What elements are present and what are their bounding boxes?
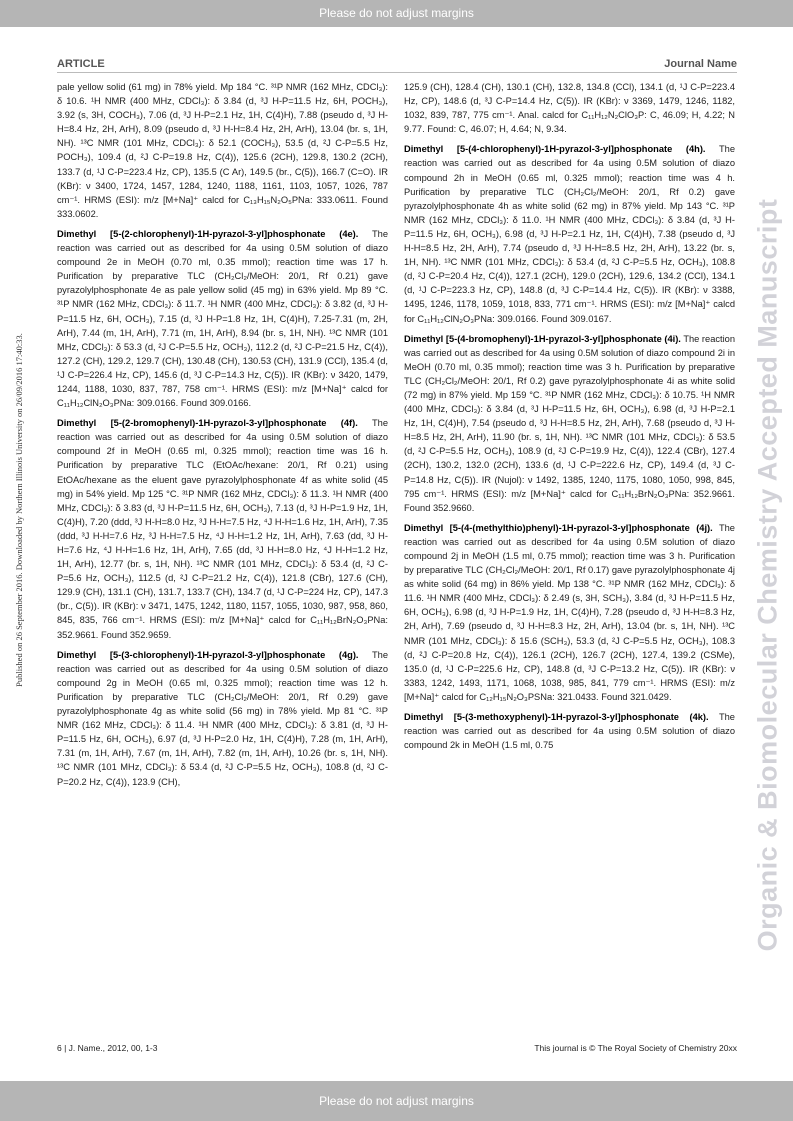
watermark-text: Organic & Biomolecular Chemistry Accepted Manuscript	[752, 198, 783, 952]
compound-heading: Dimethyl [5-(2-chlorophenyl)-1H-pyrazol-3-yl]phosphonate (4e).	[57, 228, 359, 239]
paragraph-text: 125.9 (CH), 128.4 (CH), 130.1 (CH), 132.8, 134.8 (CCl), 134.1 (d, ¹J C-P=223.4 Hz, CP), 148.6 (d, ³J C-P=14.4 Hz, C(5)). IR (KBr): ν 3369, 1479, 1246, 1182, 1032, 839, 787, 775 cm⁻¹. Anal. calcd for C₁₁H₁₂N₂ClO₃P: C, 46.09; H, 4.22; N 9.77. Found: C, 46.07; H, 4.64; N, 9.34.	[404, 82, 735, 135]
compound-heading: Dimethyl [5-(2-bromophenyl)-1H-pyrazol-3-yl]phosphonate (4f).	[57, 418, 358, 429]
paragraph	[404, 332, 735, 515]
paragraph-text: The reaction was carried out as described for 4a using 0.5M solution of diazo compound 2g in MeOH (0.65 ml, 0.325 mmol); reaction time was 12 h. Purification by preparative TLC (CH₂Cl₂/MeOH: 20/1, Rf 0.29) gave pyrazolylphosphonate 4g as white solid (56 mg) in 78% yield. Mp 81 °C. ³¹P NMR (162 MHz, CDCl₃): δ 11.4. ¹H NMR (400 MHz, CDCl₃): δ 3.81 (d, ³J H-P=11.5 Hz, 6H, OCH₃), 6.97 (d, ³J H-P=2.0 Hz, 1H, C(4)H), 7.28 (m, 1H, ArH), 7.31 (m, 1H, ArH), 7.67 (m, 1H, ArH), 7.82 (m, 1H, ArH), 10.26 (br. s, 1H, NH). ¹³C NMR (101 MHz, CDCl₃): δ 53.4 (d, ²J C-P=5.5 Hz, OCH₃), 108.8 (d, ²J C-P=20.2 Hz, C(4)), 123.9 (CH),	[57, 649, 388, 787]
accepted-manuscript-watermark	[750, 170, 786, 980]
compound-heading: Dimethyl [5-(3-methoxyphenyl)-1H-pyrazol-3-yl]phosphonate (4k).	[404, 712, 709, 723]
paragraph-text: The reaction was carried out as described for 4a using 0.5M solution of diazo compound 2f in MeOH (0.65 ml, 0.325 mmol); reaction time was 16 h. Purification by preparative TLC (EtOAc/hexane: 20/1, Rf 0.21) using EtOAc/hexane as the eluent gave pyrazolylphosphonate 4f as white solid (45 mg) in 54% yield. Mp 125 °C. ³¹P NMR (162 MHz, CDCl₃): δ 11.3. ¹H NMR (400 MHz, CDCl₃): δ 3.83 (d, ³J H-P=11.5 Hz, 6H, OCH₃), 7.13 (d, ³J H-P=1.9 Hz, 1H, C(4)H), 7.20 (ddd, ³J H-H=8.0 Hz, ³J H-H=7.5 Hz, ⁴J H-H=1.6 Hz, 1H, ArH), 7.35 (ddd, ³J H-H=7.6 Hz, ³J H-H=7.5 Hz, ⁴J H-H=1.2 Hz, 1H, ArH), 7.63 (dd, ³J H-H=7.6 Hz, ⁴J H-H=1.6 Hz, 1H, ArH), 7.65 (dd, ³J H-H=8.0 Hz, ⁴J H-H=1.2 Hz, 1H, ArH), 12.77 (br. s, 1H, NH). ¹³C NMR (101 MHz, CDCl₃): δ 53.4 (d, ²J C-P=5.6 Hz, OCH₃), 112.5 (d, ²J C-P=21.2 Hz, C(4)), 121.8 (CBr), 127.6 (CH), 129.9 (CH), 131.1 (CH), 131.7, 133.7 (CH), 134.7 (d, ¹J C-P=224 Hz, CP), 147.3 (br., C(5)). IR (KBr): ν 3471, 1475, 1242, 1180, 1157, 1055, 1030, 987, 958, 860, 845, 835, 766 cm⁻¹. HRMS (ESI): m/z [M+Na]⁺ calcd for C₁₁H₁₂BrN₂O₃PNa: 352.9661. Found 352.9659.	[57, 418, 388, 640]
article-label: ARTICLE	[57, 58, 105, 70]
paragraph-text: The reaction was carried out as described for 4a using 0.5M solution of diazo compound 2i in MeOH (0.70 ml, 0.35 mmol); reaction time was 3 h. Purification by preparative TLC (CH₂Cl₂/MeOH: 20/1, Rf 0.2) gave pyrazolylphosphonate 4i as white solid (72 mg) in 87% yield. Mp 159 °C. ³¹P NMR (162 MHz, CDCl₃): δ 10.75. ¹H NMR (400 MHz, CDCl₃): δ 3.84 (d, ³J H-P=11.5 Hz, 6H, OCH₃), 6.98 (d, ³J H-P=2.1 Hz, 1H, C(4)H), 7.54 (pseudo d, ³J H-H=8.5 Hz, 2H, ArH), 7.68 (pseudo d, ³J H-H=8.5 Hz, 2H, ArH), 11.90 (br. s, 1H, NH). ¹³C NMR (101 MHz, CDCl₃): δ 53.5 (d, ²J C-P=5.5 Hz, OCH₃), 108.9 (d, ²J C-P=19.9 Hz, C(4)), 122.4 (CBr), 127.4 (2CH), 130.2, 132.0 (2CH), 133.6 (d, ¹J C-P=222.6 Hz, CP), 149.4 (d, ³J C-P=14.8 Hz, C(5)). IR (Nujol): ν 1492, 1385, 1240, 1175, 1080, 1050, 998, 845, 795 cm⁻¹. HRMS (ESI): m/z [M+Na]⁺ calcd for C₁₁H₁₂BrN₂O₃PNa: 352.9661. Found 352.9660.	[404, 333, 735, 513]
paragraph-text: pale yellow solid (61 mg) in 78% yield. Mp 184 °C. ³¹P NMR (162 MHz, CDCl₃): δ 10.6. ¹H NMR (400 MHz, CDCl₃): δ 3.84 (d, ³J H-P=11.5 Hz, 6H, POCH₃), 3.92 (s, 3H, COCH₃), 7.06 (d, ³J H-P=2.1 Hz, 1H, C(4)H), 7.88 (pseudo d, ³J H-H=8.4 Hz, 2H, ArH), 8.09 (pseudo d, ³J H-H=8.4 Hz, 2H, ArH), 13.04 (br. s, 1H, NH). ¹³C NMR (101 MHz, CDCl₃): δ 52.1 (COCH₃), 53.5 (d, ²J C-P=5.5 Hz, POCH₃), 109.4 (d, ²J C-P=19.8 Hz, C(4)), 125.6 (2CH), 129.8, 130.2 (2CH), 133.7 (d, ¹J C-P=223.4 Hz, CP), 135.5 (C Ar), 149.5 (br., C(5)), 166.7 (C=O). IR (KBr): ν 3400, 1724, 1457, 1284, 1240, 1188, 1161, 1103, 1057, 1026, 787 cm⁻¹. HRMS (ESI): m/z [M+Na]⁺ calcd for C₁₃H₁₅N₂O₅PNa: 333.0611. Found 333.0602.	[57, 82, 388, 219]
journal-name: Journal Name	[664, 58, 737, 70]
compound-heading: Dimethyl [5-(4-chlorophenyl)-1H-pyrazol-3-yl]phosphonate (4h).	[404, 144, 706, 155]
paragraph	[57, 227, 388, 410]
page-footer-citation: 6 | J. Name., 2012, 00, 1-3	[57, 1043, 158, 1053]
left-column	[57, 80, 388, 795]
paragraph-text: The reaction was carried out as described for 4a using 0.5M solution of diazo compound 2j in MeOH (1.5 ml, 0.75 mmol); reaction time was 3 h. Purification by preparative TLC (CH₂Cl₂/MeOH: 20/1, Rf 0.17) gave pyrazolylphosphonate 4j as white solid (64 mg) in 86% yield. Mp 138 °C. ³¹P NMR (162 MHz, CDCl₃): δ 11.6. ¹H NMR (400 MHz, CDCl₃): δ 2.49 (s, 3H, SCH₃), 3.84 (d, ³J H-P=11.5 Hz, 6H, OCH₃), 6.98 (d, ³J H-P=1.9 Hz, 1H, C(4)H), 7.28 (pseudo d, ³J H-H=8.3 Hz, 2H, ArH), 7.69 (pseudo d, ³J H-H=8.3 Hz, 2H, ArH), 13.04 (br. s, 1H, NH). ¹³C NMR (101 MHz, CDCl₃): δ 15.6 (SCH₃), 53.3 (d, ²J C-P=5.5 Hz, OCH₃), 108.3 (d, ²J C-P=20.8 Hz, C(4)), 126.1 (2CH), 126.7 (2CH), 127.4, 139.2 (CSMe), 135.0 (d, ¹J C-P=225.6 Hz, CP), 148.8 (d, ³J C-P=13.2 Hz, C(5)). IR (KBr): ν 3383, 1242, 1493, 1171, 1068, 1038, 985, 841, 779 cm⁻¹. HRMS (ESI): m/z [M+Na]⁺ calcd for C₁₂H₁₅N₂O₃PSNa: 321.0433. Found 321.0429.	[404, 522, 735, 702]
paragraph-text: The reaction was carried out as described for 4a using 0.5M solution of diazo compound 2h in MeOH (0.65 ml, 0.325 mmol); reaction time was 4 h. Purification by preparative TLC (CH₂Cl₂/MeOH: 20/1, Rf 0.2) gave pyrazolylphosphonate 4h as white solid (62 mg) in 87% yield. Mp 143 °C. ³¹P NMR (162 MHz, CDCl₃): δ 11.0. ¹H NMR (400 MHz, CDCl₃): δ 3.84 (d, ³J H-P=11.5 Hz, 6H, OCH₃), 6.98 (d, ³J H-P=2.1 Hz, 1H, C(4)H), 7.38 (pseudo d, ³J H-H=8.5 Hz, 2H, ArH), 7.74 (pseudo d, ³J H-H=8.5 Hz, 2H, ArH), 13.22 (br. s, 1H, NH). ¹³C NMR (101 MHz, CDCl₃): δ 53.4 (d, ²J C-P=5.5 Hz, OCH₃), 108.8 (d, ²J C-P=20.4 Hz, C(4)), 127.1 (2CH), 129.0 (2CH), 129.6, 134.2 (CCl), 134.1 (d, ¹J C-P=223.3 Hz, CP), 148.8 (d, ³J C-P=14.4 Hz, C(5)). IR (KBr): ν 3388, 1495, 1246, 1178, 1059, 1018, 833, 771 cm⁻¹. HRMS (ESI): m/z [M+Na]⁺ calcd for C₁₁H₁₂ClN₂O₃PNa: 309.0166. Found 309.0167.	[404, 144, 735, 324]
top-margin-banner: Please do not adjust margins	[0, 0, 793, 27]
paragraph	[57, 80, 388, 221]
publication-notice-text: Published on 26 September 2016. Downloaded by Northern Illinois University on 26/09/2016 17:40:33.	[14, 333, 24, 687]
compound-heading: Dimethyl [5-(3-chlorophenyl)-1H-pyrazol-3-yl]phosphonate (4g).	[57, 649, 359, 660]
paragraph	[57, 648, 388, 789]
paragraph	[404, 142, 735, 325]
paragraph-text: The reaction was carried out as described for 4a using 0.5M solution of diazo compound 2k in MeOH (1.5 ml, 0.75	[404, 712, 735, 751]
compound-heading: Dimethyl [5-(4-bromophenyl)-1H-pyrazol-3-yl]phosphonate (4i).	[404, 333, 681, 344]
paragraph	[57, 416, 388, 642]
compound-heading: Dimethyl [5-(4-(methylthio)phenyl)-1H-pyrazol-3-yl]phosphonate (4j).	[404, 522, 713, 533]
publication-notice	[10, 190, 28, 830]
paragraph-text: The reaction was carried out as described for 4a using 0.5M solution of diazo compound 2e in MeOH (0.70 ml, 0.35 mmol); reaction time was 17 h. Purification by preparative TLC (CH₂Cl₂/MeOH: 20/1, Rf 0.21) gave pyrazolylphosphonate 4e as pale yellow solid (45 mg) in 63% yield. Mp 89 °C. ³¹P NMR (162 MHz, CDCl₃): δ 11.7. ¹H NMR (400 MHz, CDCl₃): δ 3.82 (d, ³J H-P=11.5 Hz, 6H, OCH₃), 7.15 (d, ³J H-P=1.8 Hz, 1H, C(4)H), 7.25-7.31 (m, 2H, ArH), 7.44 (m, 1H, ArH), 7.71 (m, 1H, ArH), 8.94 (br. s, 1H, NH). ¹³C NMR (101 MHz, CDCl₃): δ 53.3 (d, ²J C-P=5.5 Hz, OCH₃), 112.2 (d, ²J C-P=21.5 Hz, C(4)), 127.2 (CH), 129.2, 129.7 (CH), 130.48 (CH), 130.53 (CH), 131.9 (CCl), 135.4 (d, ¹J C-P=226.4 Hz, CP), 145.6 (d, ³J C-P=14.3 Hz, C(5)). IR (KBr): ν 3420, 1479, 1244, 1188, 1030, 837, 787, 758 cm⁻¹. HRMS (ESI): m/z [M+Na]⁺ calcd for C₁₁H₁₂ClN₂O₃PNa: 309.0166. Found 309.0166.	[57, 228, 388, 409]
paragraph	[404, 80, 735, 136]
page-footer-copyright: This journal is © The Royal Society of Chemistry 20xx	[534, 1043, 737, 1053]
header-rule	[57, 72, 737, 73]
right-column	[404, 80, 735, 758]
paragraph	[404, 710, 735, 752]
paragraph	[404, 521, 735, 704]
bottom-margin-banner: Please do not adjust margins	[0, 1081, 793, 1121]
